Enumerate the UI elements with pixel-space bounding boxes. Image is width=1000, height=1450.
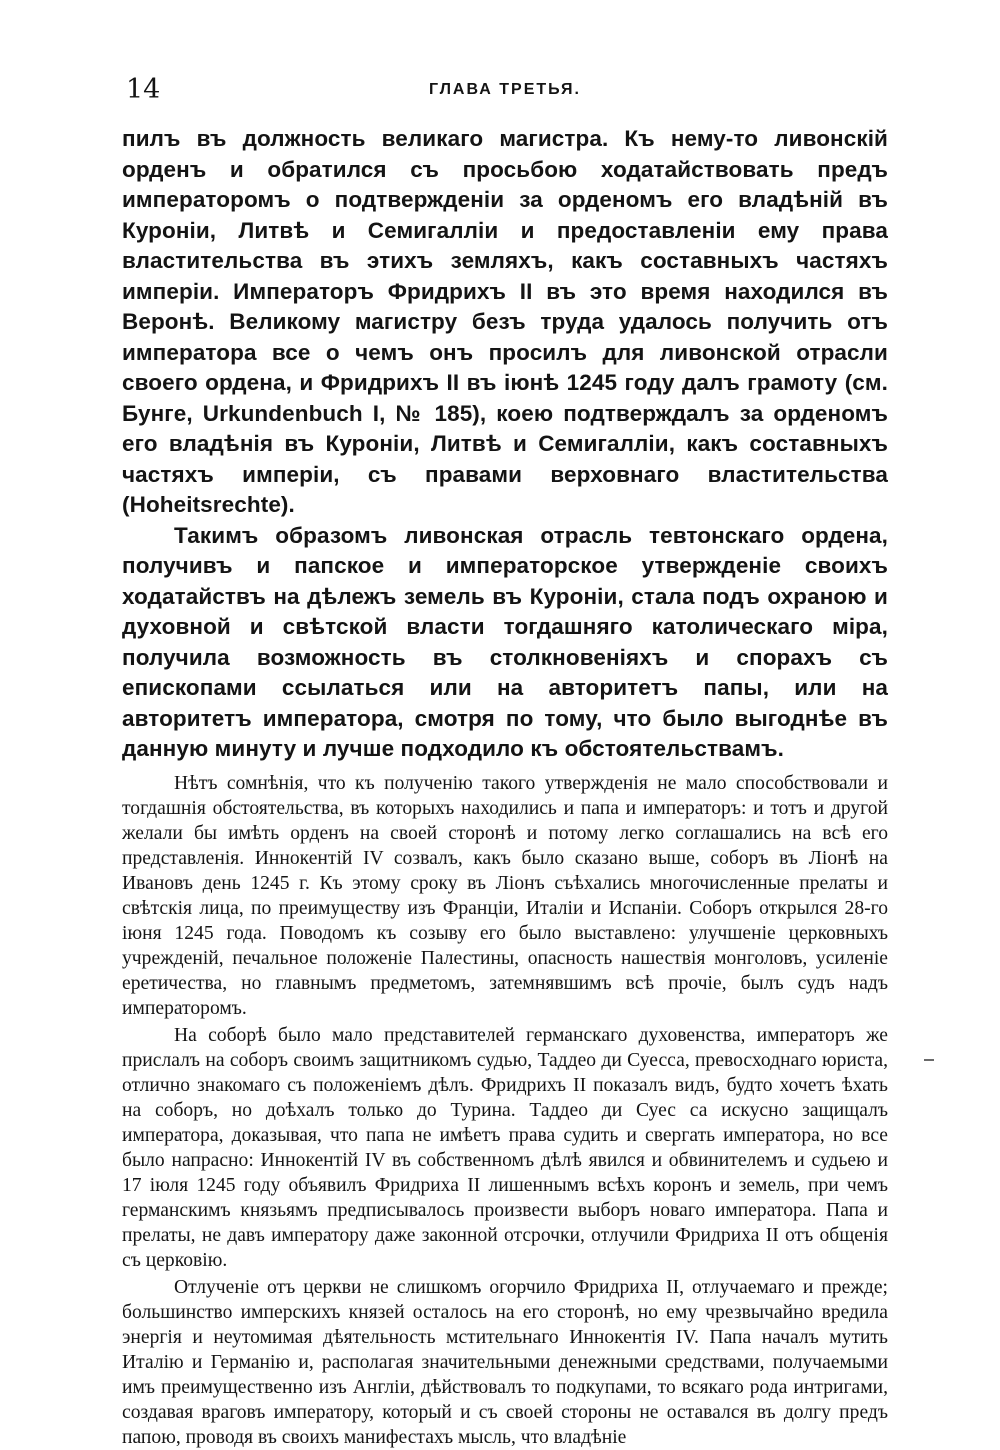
paragraph: На соборѣ было мало представителей германскаго духовенства, императоръ же прислалъ на соборъ своимъ защитникомъ судью, Таддео ди Суесса, превосходнаго юриста, отлично знакомаго съ положеніемъ дѣлъ. Фридрихъ II показалъ видъ, будто хочетъ ѣхать на соборъ, но доѣхалъ только до Турина. Таддео ди Суес са искусно защищалъ императора, доказывая, что папа не имѣетъ права судить и свергать императора, но все было напрасно: Иннокентій IV въ собственномъ дѣлѣ явился и обвинителемъ и судьею и 17 іюля 1245 году объявилъ Фридриха II лишеннымъ всѣхъ коронъ и земель, при чемъ германскимъ князьямъ предписывалось произвести выборъ новаго императора. Папа и прелаты, не давъ императору даже законной отсрочки, отлучили Фридриха II отъ общенія съ церковію.: [122, 1024, 888, 1271]
regular-text-section: [122, 771, 888, 1450]
chapter-title: ГЛАВА ТРЕТЬЯ.: [429, 81, 581, 98]
running-head: [122, 72, 888, 110]
paragraph: Такимъ образомъ ливонская отрасль тевтонскаго ордена, получивъ и папское и императорское утвержденіе своихъ ходатайствъ на дѣлежъ земель въ Куроніи, стала подъ охраною и духовной и свѣтской власти тогдашняго католическаго міра, получила возможность въ столкновеніяхъ и спорахъ съ епископами ссылаться или на авторитетъ папы, или на авторитетъ императора, смотря по тому, что было выгоднѣе въ данную минуту и лучше подходило къ обстоятельствамъ.: [122, 522, 888, 761]
margin-mark: [924, 1059, 934, 1061]
paragraph: пилъ въ должность великаго магистра. Къ нему-то ливонскій орденъ и обратился съ просьбою ходатайствовать предъ императоромъ о подтвержденіи за орденомъ его владѣній въ Куроніи, Литвѣ и Семигалліи и предоставленіи ему права властительства въ этихъ земляхъ, какъ составныхъ частяхъ имперіи. Императоръ Фридрихъ II въ это время находился въ Веронѣ. Великому магистру безъ труда удалось получить отъ императора все о чемъ онъ просилъ для ливонской отрасли своего ордена, и Фридрихъ II въ іюнѣ 1245 году далъ грамоту (см. Бунге, Urkundenbuch I, № 185), коею подтверждалъ за орденомъ его владѣнія въ Куроніи, Литвѣ и Семигалліи, какъ составныхъ частяхъ имперіи, съ правами верховнаго властительства (Hoheitsrechte).: [122, 126, 888, 517]
bold-text-section: [122, 124, 888, 765]
paragraph: Отлученіе отъ церкви не слишкомъ огорчило Фридриха II, отлучаемаго и прежде; большинство имперскихъ князей осталось на его сторонѣ, но ему чрезвычайно вредила энергія и неутомимая дѣятельность мстительнаго Иннокентія IV. Папа началъ мутить Италію и Германію и, располагая значительными денежными средствами, получаемыми имъ преимущественно изъ Англіи, дѣйствовалъ то подкупами, то всякаго рода интригами, создавая враговъ императору, который и съ своей стороны не оставался въ долгу предъ папою, проводя въ своихъ манифестахъ мысль, что владѣніе: [122, 1276, 888, 1448]
paragraph: Нѣтъ сомнѣнія, что къ полученію такого утвержденія не мало способствовали и тогдашнія обстоятельства, въ которыхъ находились и папа и императоръ: и тотъ и другой желали бы имѣть орденъ на своей сторонѣ и потому легко соглашались на всѣ его представленія. Иннокентій IV созвалъ, какъ было сказано выше, соборъ въ Ліонѣ на Ивановъ день 1245 г. Къ этому сроку въ Ліонъ съѣхались многочисленные прелаты и свѣтскія лица, по преимуществу изъ Франціи, Италіи и Испаніи. Соборъ открылся 28-го іюня 1245 года. Поводомъ къ созыву его было выставлено: улучшеніе церковныхъ учрежденій, печальное положеніе Палестины, опасность нашествія монголовъ, усиленіе еретичества, но главнымъ предметомъ, затемнявшимъ всѣ прочіе, былъ судъ надъ императоромъ.: [122, 772, 888, 1019]
page-number: 14: [126, 74, 161, 105]
